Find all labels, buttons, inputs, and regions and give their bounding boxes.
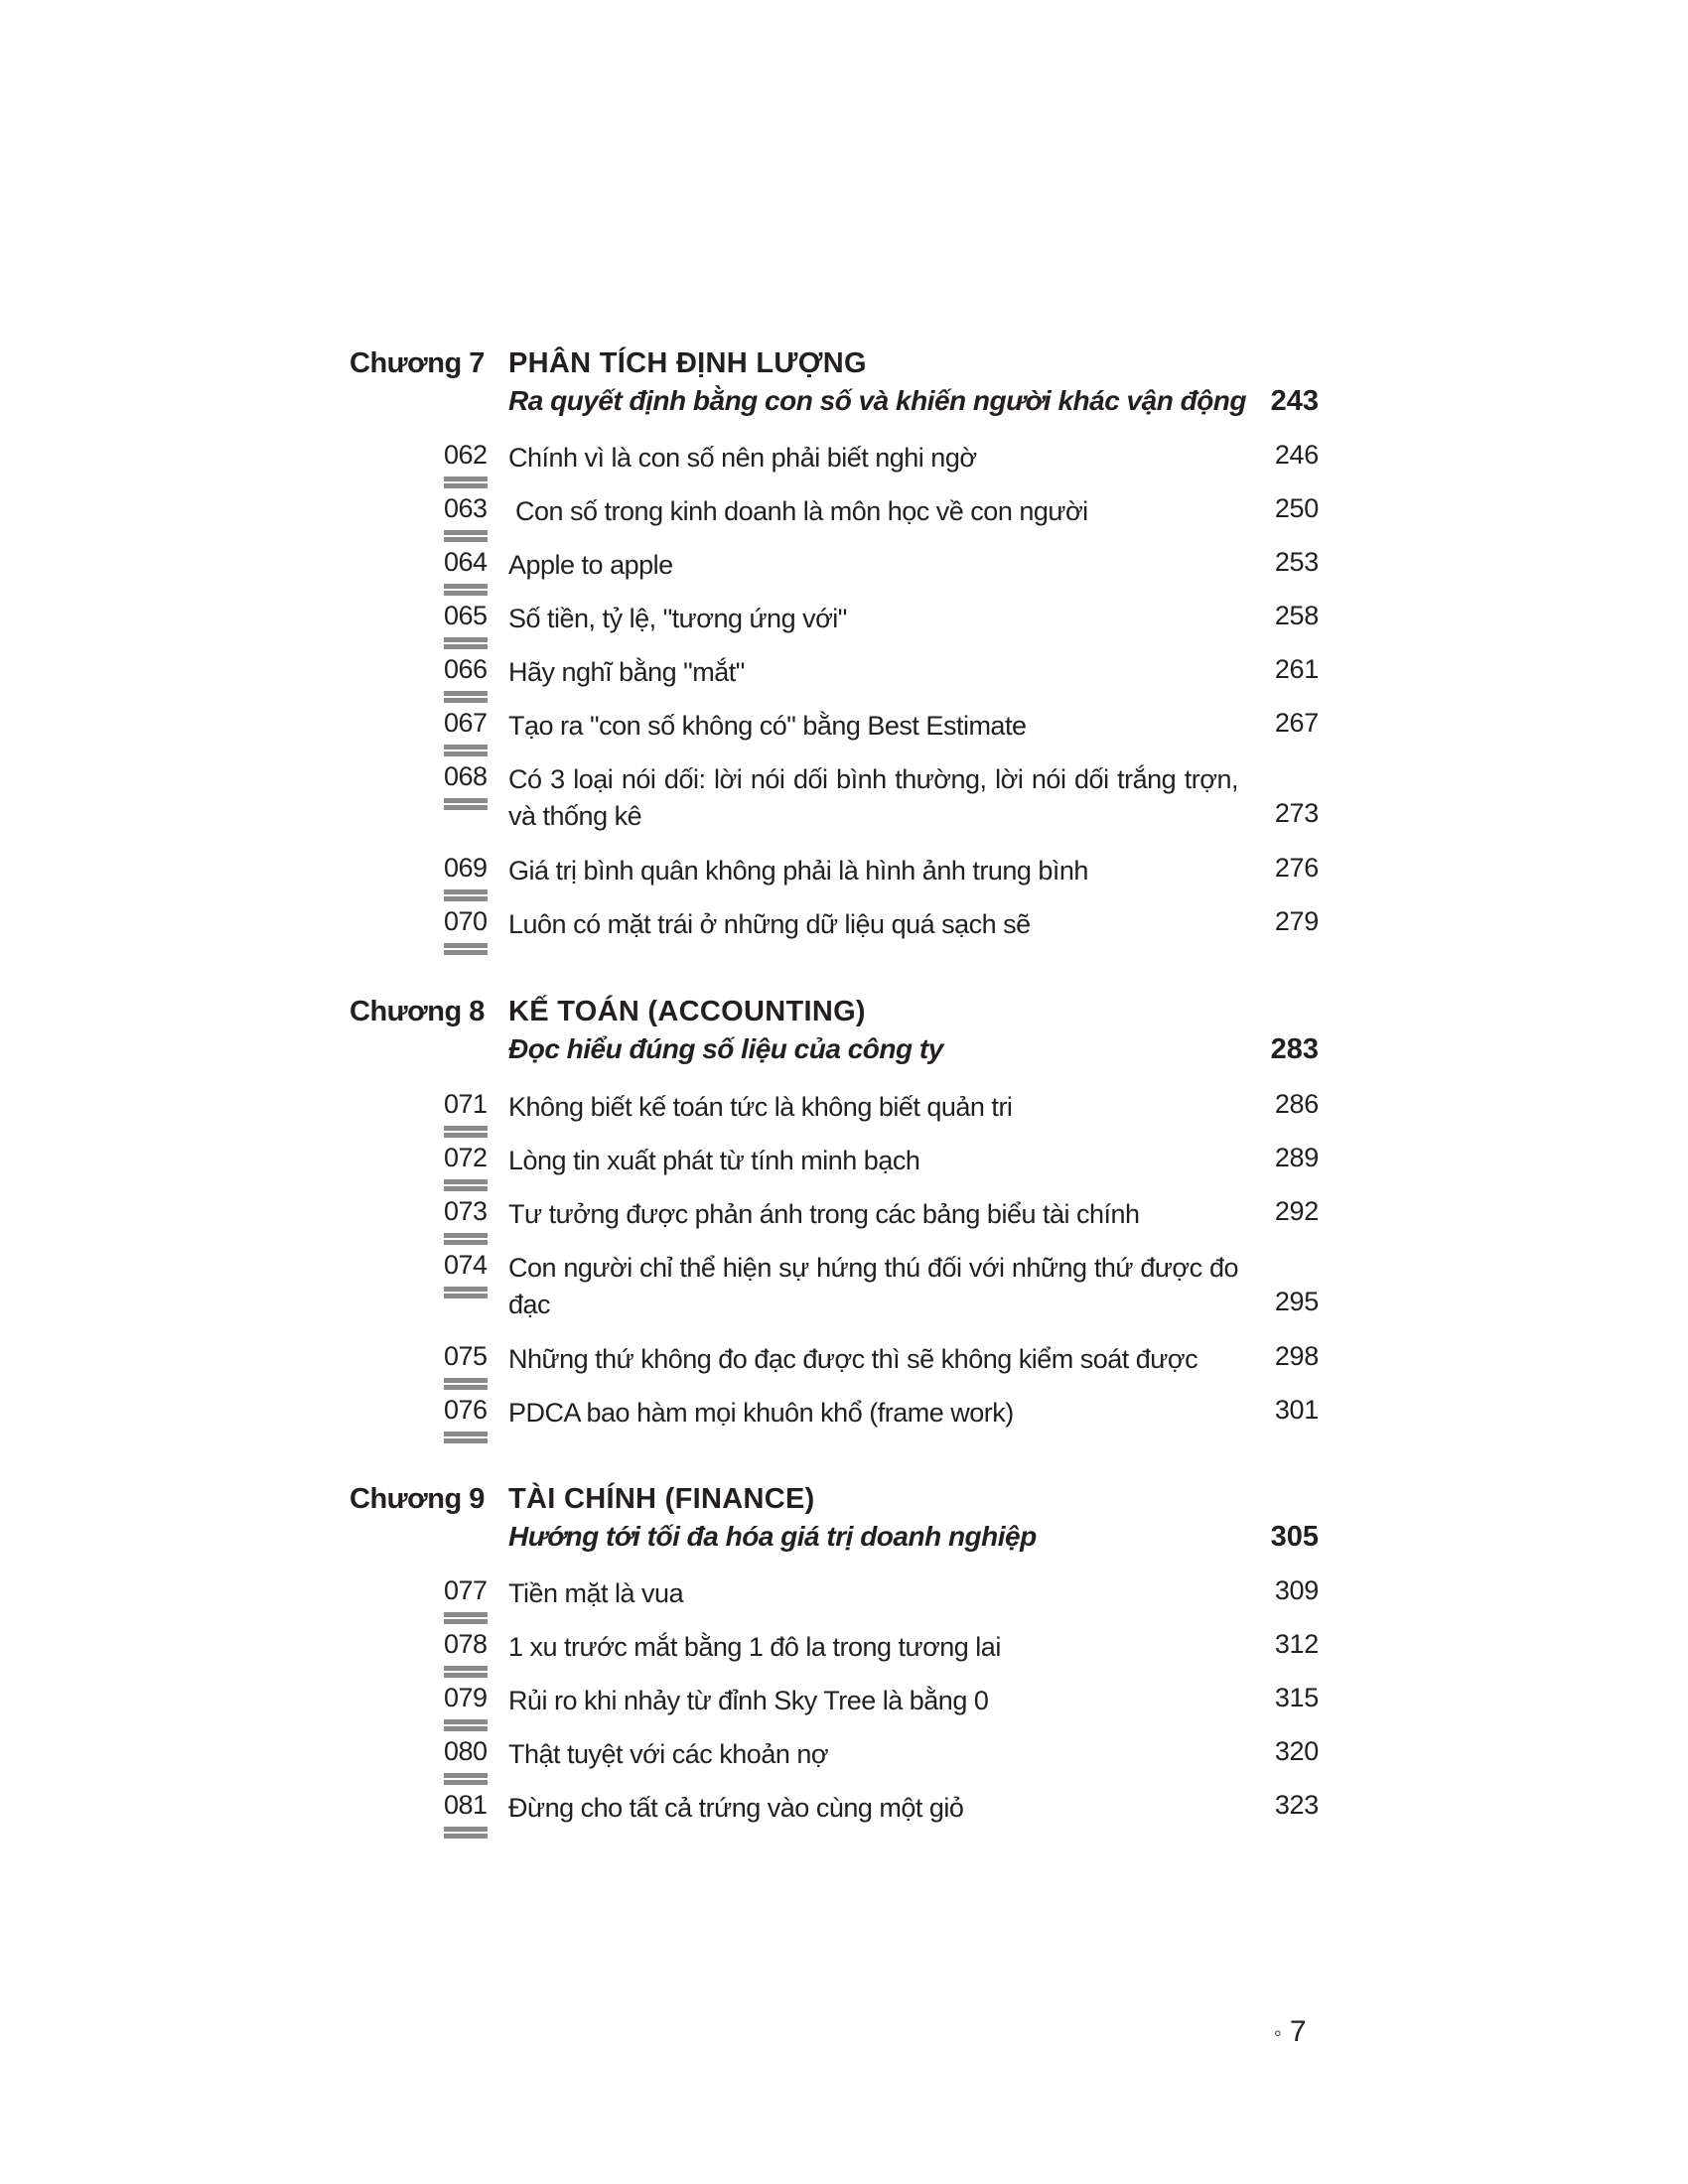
toc-entry[interactable] [0, 1089, 1688, 1137]
entry-number: 075 [444, 1341, 488, 1383]
entry-page-number: 286 [1274, 1089, 1319, 1119]
entry-page-number: 320 [1274, 1736, 1319, 1766]
entry-title: Số tiền, tỷ lệ, "tương ứng với" [508, 604, 847, 633]
entry-title: Tư tưởng được phản ánh trong các bảng biểu tài chính [508, 1199, 1140, 1229]
entry-page-number: 273 [1274, 798, 1319, 828]
entry-title: Chính vì là con số nên phải biết nghi ngờ [508, 443, 977, 473]
chapter-title: PHÂN TÍCH ĐỊNH LƯỢNG [508, 347, 867, 379]
toc-entry[interactable] [0, 1250, 1688, 1339]
chapter-title: TÀI CHÍNH (FINANCE) [508, 1483, 815, 1515]
toc-entry[interactable] [0, 1196, 1688, 1244]
toc-entry[interactable] [0, 601, 1688, 648]
chapter-subtitle: Ra quyết định bằng con số và khiến người khác vận động [508, 385, 1246, 416]
chapter-label: Chương 9 [350, 1483, 485, 1515]
page-footer [1274, 2015, 1307, 2049]
entry-page-number: 298 [1274, 1341, 1319, 1371]
toc-entry[interactable] [0, 853, 1688, 900]
entry-title: Luôn có mặt trái ở những dữ liệu quá sạch sẽ [508, 909, 1031, 939]
toc-entry[interactable] [0, 1736, 1688, 1784]
chapter-page-number: 305 [1270, 1521, 1319, 1553]
entry-title: Con số trong kinh doanh là môn học về con người [508, 496, 1088, 526]
chapter-subtitle: Hướng tới tối đa hóa giá trị doanh nghiệp [508, 1521, 1037, 1552]
entry-title: Đừng cho tất cả trứng vào cùng một giỏ [508, 1793, 964, 1823]
entry-number: 065 [444, 601, 488, 642]
entry-number: 076 [444, 1395, 488, 1436]
entry-title: Rủi ro khi nhảy từ đỉnh Sky Tree là bằng 0 [508, 1686, 989, 1715]
entry-page-number: 295 [1274, 1287, 1319, 1316]
toc-entry[interactable] [0, 654, 1688, 702]
entry-title: Tạo ra "con số không có" bằng Best Estimate [508, 711, 1027, 741]
entry-page-number: 301 [1274, 1395, 1319, 1425]
entry-title: Những thứ không đo đạc được thì sẽ không kiểm soát được [508, 1344, 1198, 1374]
entry-number: 066 [444, 654, 488, 696]
toc-entry[interactable] [0, 906, 1688, 954]
entry-number: 063 [444, 493, 488, 535]
entry-page-number: 289 [1274, 1143, 1319, 1172]
entry-title: 1 xu trước mắt bằng 1 đô la trong tương lai [508, 1632, 1001, 1662]
entry-page-number: 312 [1274, 1629, 1319, 1659]
entry-page-number: 258 [1274, 601, 1319, 630]
toc-entry[interactable] [0, 1683, 1688, 1730]
entry-page-number: 323 [1274, 1790, 1319, 1820]
entry-number: 072 [444, 1143, 488, 1184]
toc-entry[interactable] [0, 1790, 1688, 1838]
footer-bullet: ◦ [1274, 2020, 1282, 2046]
entry-page-number: 261 [1274, 654, 1319, 684]
entry-number: 064 [444, 547, 488, 589]
entry-number: 069 [444, 853, 488, 894]
entry-number: 073 [444, 1196, 488, 1238]
entry-number: 068 [444, 761, 488, 803]
toc-entry[interactable] [0, 708, 1688, 755]
entry-number: 078 [444, 1629, 488, 1671]
chapter-label: Chương 8 [350, 996, 485, 1027]
entry-title: Tiền mặt là vua [508, 1578, 684, 1608]
entry-title: Có 3 loại nói dối: lời nói dối bình thường, lời nói dối trắng trợn, và thống kê [508, 764, 1238, 831]
entry-page-number: 279 [1274, 906, 1319, 936]
toc-entry[interactable] [0, 493, 1688, 541]
entry-number: 079 [444, 1683, 488, 1724]
chapter-title: KẾ TOÁN (ACCOUNTING) [508, 996, 866, 1027]
entry-title: Apple to apple [508, 550, 673, 580]
entry-page-number: 309 [1274, 1575, 1319, 1605]
entry-number: 077 [444, 1575, 488, 1617]
entry-number: 062 [444, 440, 488, 481]
entry-number: 067 [444, 708, 488, 750]
entry-page-number: 267 [1274, 708, 1319, 738]
entry-title: Thật tuyệt với các khoản nợ [508, 1739, 829, 1769]
entry-title: Con người chỉ thể hiện sự hứng thú đối với những thứ được đo đạc [508, 1253, 1238, 1319]
entry-number: 074 [444, 1250, 488, 1292]
entry-number: 070 [444, 906, 488, 948]
toc-entry[interactable] [0, 1575, 1688, 1623]
entry-page-number: 276 [1274, 853, 1319, 883]
entry-number: 071 [444, 1089, 488, 1131]
toc-entry[interactable] [0, 440, 1688, 487]
entry-page-number: 315 [1274, 1683, 1319, 1712]
entry-number: 080 [444, 1736, 488, 1778]
entry-title: PDCA bao hàm mọi khuôn khổ (frame work) [508, 1398, 1014, 1428]
chapter-page-number: 243 [1270, 385, 1319, 417]
entry-title: Không biết kế toán tức là không biết quản tri [508, 1092, 1013, 1122]
entry-page-number: 246 [1274, 440, 1319, 470]
chapter-label: Chương 7 [350, 347, 485, 379]
toc-entry[interactable] [0, 1629, 1688, 1677]
page-number: 7 [1289, 2015, 1307, 2048]
entry-page-number: 253 [1274, 547, 1319, 577]
toc-entry[interactable] [0, 547, 1688, 595]
toc-entry[interactable] [0, 1143, 1688, 1190]
toc-entry[interactable] [0, 761, 1688, 851]
chapter-subtitle: Đọc hiểu đúng số liệu của công ty [508, 1033, 943, 1064]
chapter-page-number: 283 [1270, 1033, 1319, 1065]
entry-page-number: 250 [1274, 493, 1319, 523]
entry-title: Hãy nghĩ bằng "mắt" [508, 657, 745, 687]
entry-page-number: 292 [1274, 1196, 1319, 1226]
entry-title: Lòng tin xuất phát từ tính minh bạch [508, 1146, 920, 1175]
toc-entry[interactable] [0, 1341, 1688, 1389]
entry-title: Giá trị bình quân không phải là hình ảnh trung bình [508, 856, 1088, 886]
toc-entry[interactable] [0, 1395, 1688, 1442]
entry-number: 081 [444, 1790, 488, 1832]
